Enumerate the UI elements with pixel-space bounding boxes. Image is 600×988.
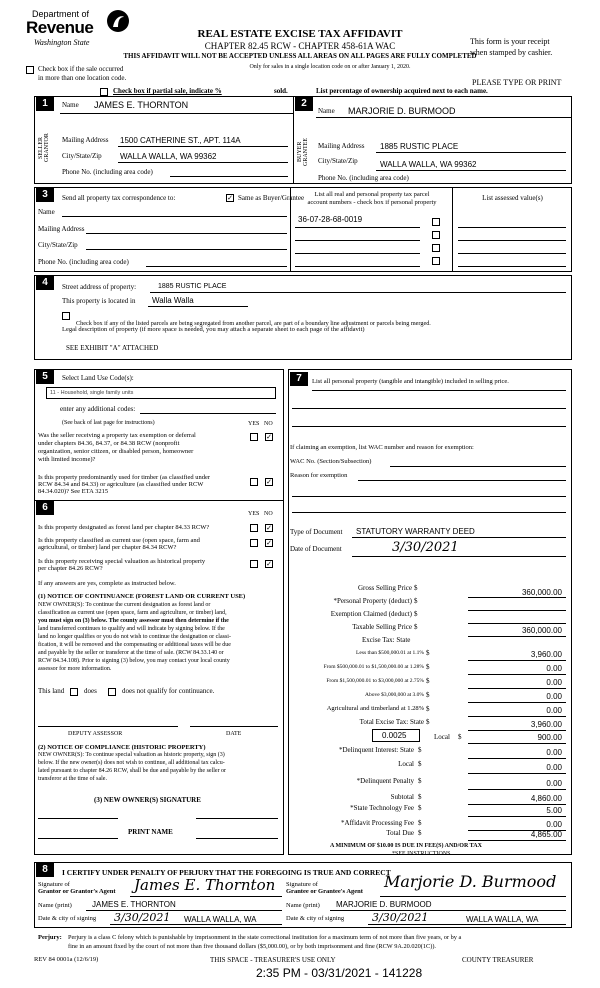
print-note: PLEASE TYPE OR PRINT <box>472 78 562 87</box>
form-title: REAL ESTATE EXCISE TAX AFFIDAVIT <box>197 28 403 40</box>
continuance-text-8: RCW 84.34.108). Prior to signing (3) below, you may contact your local county <box>38 658 230 664</box>
does-not-label: does not qualify for continuance. <box>122 687 215 695</box>
tier2-label: From $500,000.01 to $1,500,000.00 at 1.28% <box>323 664 424 670</box>
grantor-city-signed[interactable]: WALLA WALLA, WA <box>184 915 257 924</box>
logo-line-department: Department of <box>32 9 90 19</box>
subtotal-value[interactable]: 4,860.00 <box>530 794 562 803</box>
land-use-value: 11 - Household, single family units <box>50 390 134 396</box>
tech-fee-value[interactable]: 5.00 <box>546 806 562 815</box>
parcel-number-1[interactable]: 36-07-28-68-0019 <box>298 215 363 224</box>
continuance-text-9: assessor for more information. <box>38 666 112 672</box>
buyer-mailing-label: Mailing Address <box>318 142 365 150</box>
perjury-text-2: fine in an amount fixed by the court of not more than five thousand dollars ($5,000.00), or by both imprisonment and fine (RCW 9A.20.020(1C)). <box>68 943 437 950</box>
forest-no-checkbox[interactable]: ✓ <box>266 524 272 532</box>
forest-question: Is this property designated as forest land per chapter 84.33 RCW? <box>38 524 210 531</box>
ag-timber-value[interactable]: 0.00 <box>546 706 562 715</box>
timber-question-l3: 84.34.020)? See ETA 3215 <box>38 488 109 495</box>
grantee-signature[interactable]: Marjorie D. Burmood <box>384 872 557 891</box>
section-7-number: 7 <box>290 372 308 386</box>
additional-codes-label: enter any additional codes: <box>60 405 136 413</box>
total-state-label: Total Excise Tax: State <box>359 718 424 726</box>
personal-property-checkbox-1[interactable] <box>432 218 440 226</box>
tier3-value[interactable]: 0.00 <box>546 678 562 687</box>
personal-property-deduct-label: *Personal Property (deduct) <box>333 597 412 605</box>
seller-phone-label: Phone No. (including area code) <box>62 168 153 176</box>
buyer-name-label: Name <box>318 107 335 115</box>
local-rate-value: 0.0025 <box>382 731 407 740</box>
exemption-yes-checkbox[interactable] <box>250 433 258 441</box>
subtotal-label: Subtotal <box>390 793 414 801</box>
exemption-question-l2: under chapters 84.36, 84.37, or 84.38 RCW (nonprofit <box>38 440 180 447</box>
seller-mailing-label: Mailing Address <box>62 136 109 144</box>
multi-location-label-2: in more than one location code. <box>38 74 127 82</box>
gross-price-label: Gross Selling Price <box>357 584 412 592</box>
document-date-field[interactable]: 3/30/2021 <box>392 540 459 555</box>
current-use-question-l1: Is this property classified as current use (open space, farm and <box>38 537 200 544</box>
perjury-text-1: Perjury is a class C felony which is punishable by imprisonment in the state correctional institution for a maximum term of not more than five years, or by a <box>68 934 462 941</box>
continuance-text-1: NEW OWNER(S): To continue the current designation as forest land or <box>38 602 211 608</box>
grantee-signature-label-2: Grantee or Grantee's Agent <box>286 888 363 895</box>
correspondence-mailing-label: Mailing Address <box>38 225 85 233</box>
treasurer-space-label: THIS SPACE - TREASURER'S USE ONLY <box>210 956 336 964</box>
same-as-buyer-label: Same as Buyer/Grantee <box>238 194 305 202</box>
delinquent-penalty-value[interactable]: 0.00 <box>546 779 562 788</box>
section-5-yes-header: YES <box>248 421 260 427</box>
grantor-date-signed[interactable]: 3/30/2021 <box>114 911 171 924</box>
processing-fee-label: *Affidavit Processing Fee <box>341 819 414 827</box>
grantor-date-city-label: Date & city of signing <box>38 915 97 922</box>
document-type-label: Type of Document <box>290 528 343 536</box>
section-4-number: 4 <box>36 276 54 290</box>
tier3-label: From $1,500,000.01 to $3,000,000 at 2.75% <box>326 678 424 684</box>
forest-yes-checkbox[interactable] <box>250 524 258 532</box>
multi-location-label-1: Check box if the sale occurred <box>38 65 124 73</box>
continuance-title: (1) NOTICE OF CONTINUANCE (FOREST LAND OR CURRENT USE) <box>38 593 246 600</box>
perjury-label: Perjury: <box>38 934 62 941</box>
local-tax-value[interactable]: 900.00 <box>537 733 562 742</box>
continuance-text-2: classification as current use (open space, farm and agriculture, or timber) land, <box>38 610 227 616</box>
grantor-signature-label-2: Grantor or Grantor's Agent <box>38 888 116 895</box>
personal-property-label: List all personal property (tangible and intangible) included in selling price. <box>312 378 509 385</box>
delinquent-penalty-label: *Delinquent Penalty <box>356 777 414 785</box>
segregated-note: Check box if any of the listed parcels are being segregated from another parcel, are part of a boundary line adjustment or parcels being merged. <box>76 320 431 327</box>
seller-city-field[interactable]: WALLA WALLA, WA 99362 <box>120 152 217 161</box>
section-6-no-header: NO <box>264 511 273 517</box>
compliance-text-4: transferor at the time of sale. <box>38 776 107 782</box>
form-subtitle: CHAPTER 82.45 RCW - CHAPTER 458-61A WAC <box>204 41 396 51</box>
timber-question-l2: RCW 84.34 and 84.33) or agriculture (as classified under RCW <box>38 481 204 488</box>
buyer-city-label: City/State/Zip <box>318 157 358 165</box>
processing-fee-value[interactable]: 0.00 <box>546 820 562 829</box>
compliance-text-3: lated pursuant to chapter 84.26 RCW, shall be due and payable by the seller or <box>38 768 227 774</box>
historic-question-l2: per chapter 84.26 RCW? <box>38 565 103 572</box>
correspondence-phone-label: Phone No. (including area code) <box>38 258 129 266</box>
compliance-title: (2) NOTICE OF COMPLIANCE (HISTORIC PROPERTY) <box>38 744 206 751</box>
ag-timber-label: Agricultural and timberland at 1.28% <box>326 705 424 712</box>
exemption-no-checkbox[interactable]: ✓ <box>266 433 272 441</box>
exemption-question-l1: Was the seller receiving a property tax exemption or deferral <box>38 432 196 439</box>
seller-name-field[interactable]: JAMES E. THORNTON <box>94 100 189 110</box>
delinquent-local-label: Local <box>398 760 414 768</box>
this-land-label: This land <box>38 687 65 695</box>
legal-description-field[interactable]: SEE EXHIBIT "A" ATTACHED <box>66 344 159 352</box>
delinquent-local-value[interactable]: 0.00 <box>546 763 562 772</box>
single-location-note: Only for sales in a single location code on or after January 1, 2020. <box>249 64 411 70</box>
correspondence-city-label: City/State/Zip <box>38 241 78 249</box>
receipt-note-1: This form is your receipt <box>470 37 550 46</box>
compliance-text-1: NEW OWNER(S): To continue special valuation as historic property, sign (3) <box>38 752 225 758</box>
buyer-name-field[interactable]: MARJORIE D. BURMOOD <box>348 106 456 116</box>
historic-yes-checkbox[interactable] <box>250 560 258 568</box>
partial-sale-label: Check box if partial sale, indicate % <box>113 87 222 95</box>
grantee-name-print-label: Name (print) <box>286 902 320 909</box>
current-use-question-l2: agricultural, or timber) land per chapter 84.34 RCW? <box>38 544 177 551</box>
minimum-fee-note: A MINIMUM OF $10.00 IS DUE IN FEE(S) AND/OR TAX <box>330 843 482 849</box>
total-due-value[interactable]: 4,865.00 <box>530 830 562 839</box>
located-in-field[interactable]: Walla Walla <box>152 296 194 305</box>
see-instructions-note: *SEE INSTRUCTIONS <box>392 851 451 857</box>
section-6-yes-header: YES <box>248 511 260 517</box>
buyer-mailing-field[interactable]: 1885 RUSTIC PLACE <box>380 142 459 151</box>
receipt-note-2: when stamped by cashier. <box>470 48 553 57</box>
exemption-question-l4: with limited income)? <box>38 456 96 463</box>
grantee-date-city-label: Date & city of signing <box>286 915 345 922</box>
revenue-logo-icon <box>106 8 130 34</box>
legal-description-label: Legal description of property (if more space is needed, you may attach a separate sheet to each page of the affidavit) <box>62 326 365 333</box>
land-use-instructions: (See back of last page for instructions) <box>62 420 155 426</box>
seller-mailing-field[interactable]: 1500 CATHERINE ST., APT. 114A <box>120 136 241 145</box>
grantee-signature-label-1: Signature of <box>286 881 318 888</box>
same-as-buyer-checkbox[interactable]: ✓ <box>227 194 233 202</box>
section-1-number: 1 <box>36 97 54 111</box>
timber-no-checkbox[interactable]: ✓ <box>266 478 272 486</box>
exemption-claimed-label: Exemption Claimed (deduct) <box>330 610 412 618</box>
logo-line-revenue: Revenue <box>26 18 94 37</box>
qualifies-does-not-checkbox[interactable] <box>108 688 116 696</box>
dor-logo <box>14 6 132 50</box>
buyer-city-field[interactable]: WALLA WALLA, WA 99362 <box>380 160 477 169</box>
grantee-date-signed[interactable]: 3/30/2021 <box>372 911 429 924</box>
multi-location-checkbox[interactable] <box>26 66 34 74</box>
exemption-claim-label: If claiming an exemption, list WAC number and reason for exemption: <box>290 444 474 451</box>
grantee-city-signed[interactable]: WALLA WALLA, WA <box>466 915 539 924</box>
compliance-text-2: below. If the new owner(s) does not wish to continue, all additional tax calcu- <box>38 760 225 766</box>
land-use-label: Select Land Use Code(s): <box>62 374 134 382</box>
continuance-text-3: you must sign on (3) below. The county assessor must then determine if the <box>38 618 229 624</box>
section-5-no-header: NO <box>264 421 273 427</box>
tier4-value[interactable]: 0.00 <box>546 692 562 701</box>
tech-fee-label: *State Technology Fee <box>350 804 414 812</box>
exemption-reason-label: Reason for exemption <box>290 472 348 479</box>
logo-line-washington: Washington State <box>34 38 90 47</box>
excise-tax-state-label: Excise Tax: State <box>362 636 411 644</box>
assessor-date-label: DATE <box>226 731 242 737</box>
historic-question-l1: Is this property receiving special valuation as historical property <box>38 558 206 565</box>
timber-yes-checkbox[interactable] <box>250 478 258 486</box>
timber-question-l1: Is this property predominantly used for timber (as classified under <box>38 474 211 481</box>
tier2-value[interactable]: 0.00 <box>546 664 562 673</box>
certify-statement: I CERTIFY UNDER PENALTY OF PERJURY THAT THE FOREGOING IS TRUE AND CORRECT <box>62 868 391 877</box>
continuance-text-4: land transferred continues to qualify and will indicate by signing below. If the <box>38 626 225 632</box>
grantor-signature[interactable]: James E. Thornton <box>134 876 276 894</box>
county-treasurer-label: COUNTY TREASURER <box>462 956 534 964</box>
buyer-side-label: BUYER GRANTEE <box>297 138 309 166</box>
document-date-label: Date of Document <box>290 545 342 553</box>
section-1-2-divider <box>293 96 294 184</box>
deputy-assessor-label: DEPUTY ASSESSOR <box>68 731 123 737</box>
taxable-price-value[interactable]: 360,000.00 <box>521 626 562 635</box>
personal-property-checkbox-2[interactable] <box>432 231 440 239</box>
form-number: REV 84 0001a (12/6/19) <box>34 956 99 963</box>
new-owner-signature-title: (3) NEW OWNER(S) SIGNATURE <box>94 796 201 804</box>
continuance-text-5: land no longer qualifies or you do not wish to continue the designation or classi- <box>38 634 231 640</box>
local-tax-label: Local <box>434 733 450 741</box>
wac-label: WAC No. (Section/Subsection) <box>290 458 372 465</box>
document-type-field[interactable]: STATUTORY WARRANTY DEED <box>356 527 475 536</box>
gross-price-value[interactable]: 360,000.00 <box>521 588 562 597</box>
does-label: does <box>84 687 97 695</box>
seller-city-label: City/State/Zip <box>62 152 102 160</box>
print-name-label: PRINT NAME <box>128 828 173 836</box>
section-8-number: 8 <box>36 863 54 877</box>
buyer-phone-label: Phone No. (including area code) <box>318 174 409 182</box>
total-due-label: Total Due <box>386 829 414 837</box>
historic-no-checkbox[interactable]: ✓ <box>266 560 272 568</box>
seller-name-label: Name <box>62 101 79 109</box>
parcels-header-1: List all real and personal property tax parcel <box>314 191 430 198</box>
tier1-value[interactable]: 3,960.00 <box>530 650 562 659</box>
continuance-text-7: and payable by the seller or transferor at the time of sale. (RCW 84.33.140 or <box>38 650 224 656</box>
assessed-header: List assessed value(s) <box>482 194 543 202</box>
current-use-yes-checkbox[interactable] <box>250 539 258 547</box>
receipt-stamp: 2:35 PM - 03/31/2021 - 141228 <box>256 966 423 980</box>
continuance-text-6: fication, it will be removed and the compensating or additional taxes will be due <box>38 642 231 648</box>
grantee-name-print[interactable]: MARJORIE D. BURMOOD <box>336 900 432 909</box>
street-address-field[interactable]: 1885 RUSTIC PLACE <box>158 283 227 290</box>
tier4-label: Above $3,000,000 at 3.0% <box>365 692 424 698</box>
exemption-question-l3: organization, senior citizen, or disabled person, homeowner <box>38 448 194 455</box>
grantor-name-print-label: Name (print) <box>38 902 72 909</box>
segregated-checkbox[interactable] <box>62 312 70 320</box>
section-2-number: 2 <box>295 97 313 111</box>
section-3-number: 3 <box>36 188 54 202</box>
grantor-signature-label-1: Signature of <box>38 881 70 888</box>
qualifies-does-checkbox[interactable] <box>70 688 78 696</box>
any-yes-note: If any answers are yes, complete as instructed below. <box>38 580 176 587</box>
personal-property-checkbox-3[interactable] <box>432 244 440 252</box>
parcels-header-2: account numbers - check box if personal property <box>307 199 437 206</box>
tier1-label: Less than $500,000.01 at 1.1% <box>356 650 424 656</box>
total-state-value[interactable]: 3,960.00 <box>530 720 562 729</box>
personal-property-checkbox-4[interactable] <box>432 257 440 265</box>
taxable-price-label: Taxable Selling Price <box>352 623 412 631</box>
grantor-name-print[interactable]: JAMES E. THORNTON <box>92 900 176 909</box>
delinquent-interest-state-label: *Delinquent Interest: State <box>338 746 414 754</box>
ownership-pct-label: List percentage of ownership acquired next to each name. <box>316 87 488 95</box>
section-6-number: 6 <box>36 501 54 515</box>
street-address-label: Street address of property: <box>62 283 137 291</box>
correspondence-name-label: Name <box>38 208 55 216</box>
seller-side-label: SELLER GRANTOR <box>38 133 50 163</box>
delinquent-interest-state-value[interactable]: 0.00 <box>546 748 562 757</box>
partial-sale-checkbox[interactable] <box>100 88 108 96</box>
current-use-no-checkbox[interactable]: ✓ <box>266 539 272 547</box>
sold-label: sold. <box>274 87 288 95</box>
send-correspondence-label: Send all property tax correspondence to: <box>62 194 176 202</box>
located-in-label: This property is located in <box>62 297 136 305</box>
section-5-number: 5 <box>36 370 54 384</box>
form-warning: THIS AFFIDAVIT WILL NOT BE ACCEPTED UNLESS ALL AREAS ON ALL PAGES ARE FULLY COMPLETED <box>123 52 477 60</box>
